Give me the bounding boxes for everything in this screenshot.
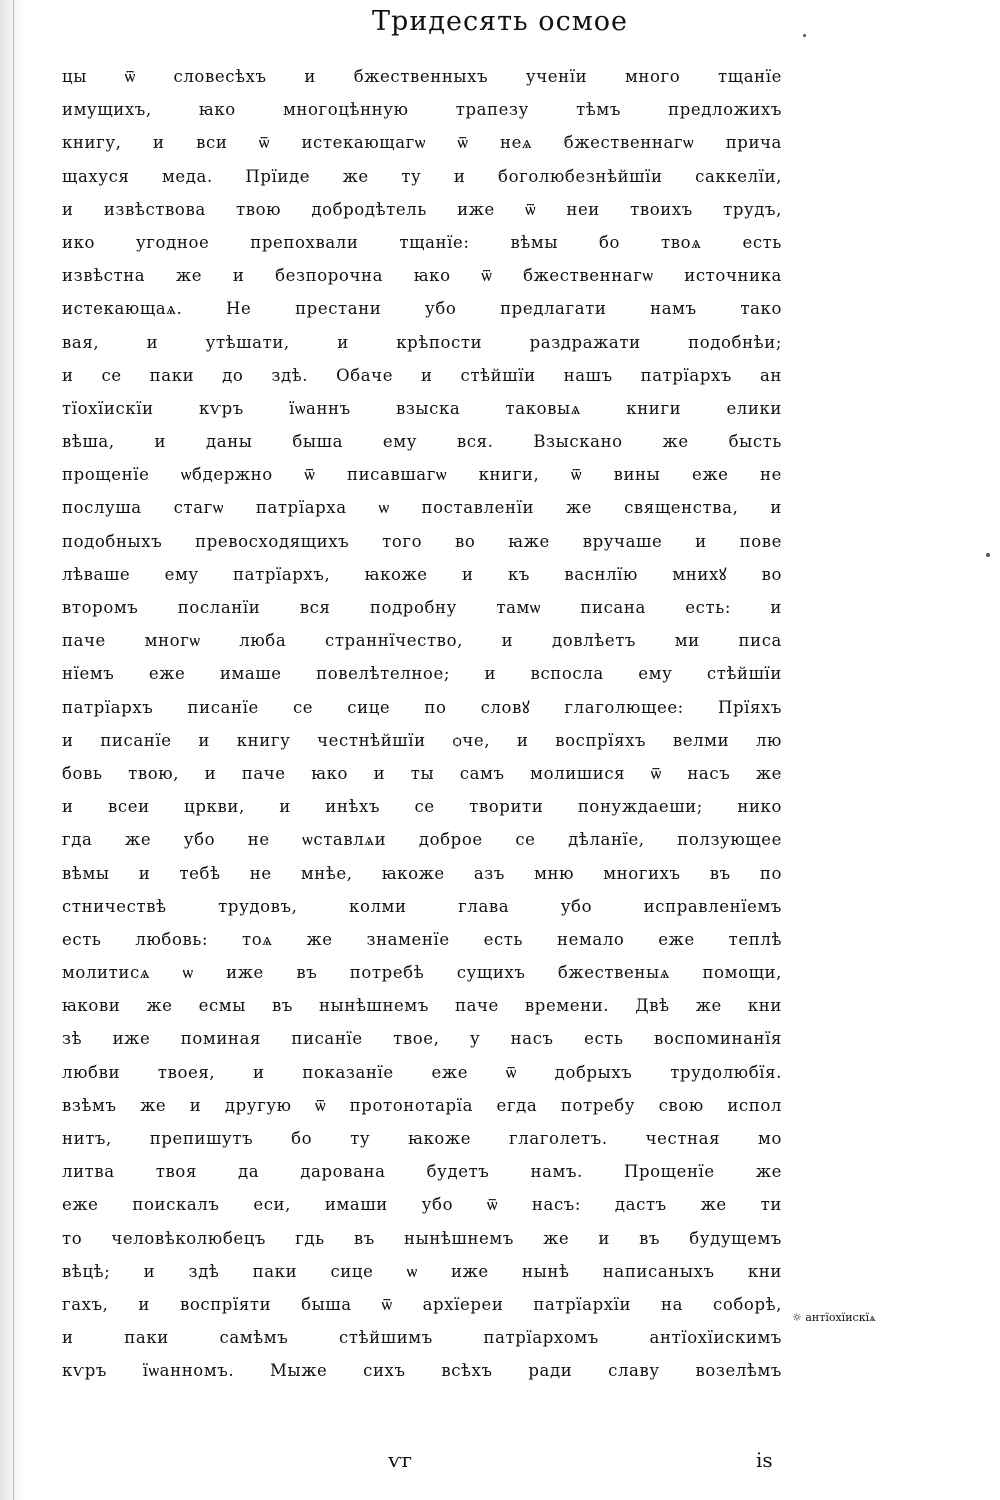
text-line: вѣмы и тебѣ не мнѣе, ꙗкоже азъ мню многихъ въ по — [62, 863, 782, 883]
text-line: вѣша, и даны быша ему вся. Взыскано же бысть — [62, 432, 782, 452]
scan-speck — [803, 34, 806, 37]
text-line: еже поискалъ еси, имаши убо ѿ насъ: дастъ же ти — [62, 1195, 782, 1215]
text-line: то человѣколюбецъ гдь въ нынѣшнемъ же и въ будущемъ — [62, 1228, 782, 1248]
text-line: гахъ, и воспрїяти быша ѿ архїереи патрїархїи на соборѣ, — [62, 1294, 782, 1314]
text-line: щахуся меда. Прїиде же ту и боголюбезнѣйшїи саккелїи, — [62, 166, 782, 186]
text-line: и паки самѣмъ стѣйшимъ патрїархомъ антїохїискимъ — [62, 1328, 782, 1348]
body-text — [62, 60, 782, 1388]
text-line: послуша стагѡ патрїарха ѡ поставленїи же священства, и — [62, 498, 782, 518]
text-line: второмъ посланїи вся подробну тамѡ писана есть: и — [62, 598, 782, 617]
text-line: и се паки до здѣ. Обаче и стѣйшїи нашъ патрїархъ ан — [62, 365, 782, 385]
text-line: взѣмъ же и другую ѿ протонотарїа егда потребу свою испол — [62, 1095, 782, 1115]
text-line: литва твоя да дарована будетъ намъ. Прощенїе же — [62, 1162, 782, 1182]
text-line: есть любовь: тоѧ же знаменїе есть немало еже теплѣ — [62, 929, 782, 949]
text-line: бовь твою, и паче ꙗко и ты самъ молишися ѿ насъ же — [62, 763, 782, 783]
text-line: нитъ, препишутъ бо ту ꙗкоже глаголетъ. честная мо — [62, 1129, 782, 1148]
text-line: и всеи цркви, и инѣхъ се творити понуждаеши; нико — [62, 797, 782, 817]
text-line: извѣстна же и безпорочна ꙗко ѿ бжественнагѡ источника — [62, 266, 782, 286]
scan-speck — [986, 553, 990, 557]
text-line: ико угодное препохвали тщанїе: вѣмы бо твоѧ есть — [62, 232, 782, 252]
text-line: и писанїе и книгу честнѣйшїи ѻче, и воспрїяхъ велми лю — [62, 730, 782, 750]
text-line: любви твоея, и показанїе еже ѿ добрыхъ трудолюбїя. — [62, 1062, 782, 1082]
text-line: истекающаѧ. Не престани убо предлагати намъ тако — [62, 299, 782, 319]
text-line: вая, и утѣшати, и крѣпости раздражати подобнѣи; — [62, 332, 782, 352]
scan-edge-line — [13, 0, 14, 1500]
margin-note: ☼ антїохїискїѧ — [792, 1311, 876, 1324]
text-line: вѣцѣ; и здѣ паки сице ѡ иже нынѣ написаныхъ кни — [62, 1261, 782, 1281]
text-line: кѵръ їѡанномъ. Мыже сихъ всѣхъ ради славу возелѣмъ — [62, 1361, 782, 1381]
text-line: патрїархъ писанїе се сице по словꙋ глаголющее: Прїяхъ — [62, 697, 782, 717]
text-line: лѣваше ему патрїархъ, ꙗкоже и къ васнлїю мнихꙋ во — [62, 564, 782, 584]
text-line: гда же убо не ѡставлѧи доброе се дѣланїе, ползующее — [62, 830, 782, 850]
text-line: стничествѣ трудовъ, колми глава убо исправленїемъ — [62, 896, 782, 916]
text-line: нїемъ еже имаше повелѣтелное; и вспосла ему стѣйшїи — [62, 664, 782, 684]
text-line: тїохїискїи кѵръ їѡаннъ взыска таковыѧ книги елики — [62, 398, 782, 418]
text-line: имущихъ, ꙗко многоцѣнную трапезу тѣмъ предложихъ — [62, 100, 782, 120]
text-line: книгу, и вси ѿ истекающагѡ ѿ неѧ бжественнагѡ прича — [62, 133, 782, 153]
text-line: и извѣствова твою добродѣтель иже ѿ неи твоихъ трудъ, — [62, 199, 782, 219]
text-line: подобныхъ превосходящихъ того во ꙗже вручаше и пове — [62, 531, 782, 551]
text-line: молитисѧ ѡ иже въ потребѣ сущихъ бжественыѧ помощи, — [62, 963, 782, 983]
text-line: прощенїе ѡбдержно ѿ писавшагѡ книги, ѿ вины еже не — [62, 465, 782, 485]
signature-mark-left: ѵг — [388, 1448, 413, 1472]
page-header: Тридесять осмое — [372, 6, 628, 37]
text-line: зѣ иже поминая писанїе твое, у насъ есть воспоминанїя — [62, 1029, 782, 1049]
text-line: цы ѿ словесѣхъ и бжественныхъ ученїи много тщанїе — [62, 67, 782, 86]
text-line: паче многѡ люба страннїчество, и довлѣетъ ми писа — [62, 631, 782, 651]
text-line: ꙗкови же есмы въ нынѣшнемъ паче времени. Двѣ же кни — [62, 996, 782, 1016]
signature-mark-right: іѕ — [756, 1448, 773, 1472]
